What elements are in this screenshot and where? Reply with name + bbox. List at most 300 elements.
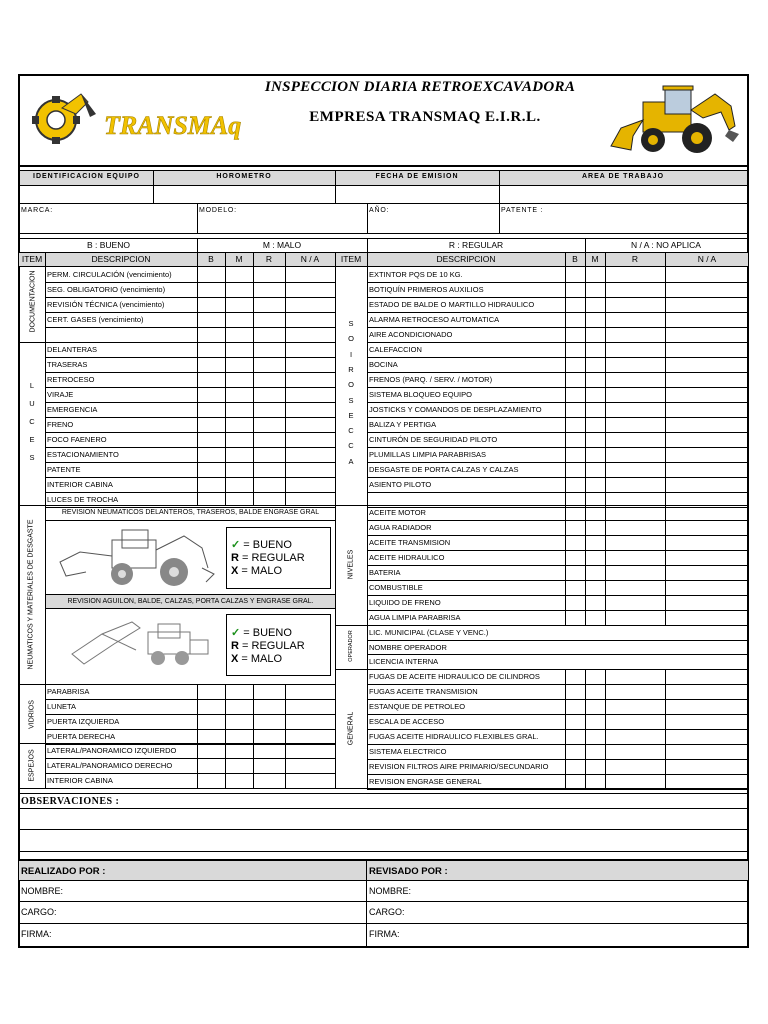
legend-regular: R : REGULAR [448,240,504,250]
luces-description: INTERIOR CABINA [47,480,113,489]
accesorios-m-checkbox[interactable] [586,448,604,461]
luces-b-checkbox[interactable] [198,433,224,446]
accesorios-na-checkbox[interactable] [666,493,746,506]
niveles-b-checkbox[interactable] [566,581,584,594]
accesorios-b-checkbox[interactable] [566,388,584,401]
accesorios-m-checkbox[interactable] [586,358,604,371]
general-b-checkbox[interactable] [566,760,584,773]
accesorios-letter: I [349,349,353,359]
observaciones-field[interactable] [20,809,747,850]
col-b-left: B [208,254,214,264]
general-b-checkbox[interactable] [566,670,584,683]
accesorios-na-checkbox[interactable] [666,283,746,296]
luces-b-checkbox[interactable] [198,388,224,401]
accesorios-r-checkbox[interactable] [606,388,664,401]
niveles-m-checkbox[interactable] [586,551,604,564]
niveles-b-checkbox[interactable] [566,596,584,609]
vidrios-b-checkbox[interactable] [198,700,224,713]
operador-value-checkbox[interactable] [566,655,746,668]
accesorios-m-checkbox[interactable] [586,433,604,446]
accesorios-r-checkbox[interactable] [606,478,664,491]
accesorios-m-checkbox[interactable] [586,328,604,341]
group-documentacion: DOCUMENTACION [29,270,37,333]
niveles-m-checkbox[interactable] [586,581,604,594]
accesorios-b-checkbox[interactable] [566,403,584,416]
neumaticos-section1-title: REVISION NEUMATICOS DELANTEROS, TRASEROS, BALDE ENGRASE GRAL [61,509,320,516]
check-icon: ✓ [231,539,241,551]
luces-m-checkbox[interactable] [226,388,252,401]
col-r-left: R [265,254,273,264]
accesorios-b-checkbox[interactable] [566,358,584,371]
documentacion-na-checkbox[interactable] [286,298,334,311]
luces-r-checkbox[interactable] [254,493,284,506]
general-na-checkbox[interactable] [666,730,746,743]
luces-description: TRASERAS [47,360,88,369]
accesorios-b-checkbox[interactable] [566,433,584,446]
accesorios-b-checkbox[interactable] [566,478,584,491]
group-vidrios: VIDRIOS [28,700,36,729]
documentacion-description: SEG. OBLIGATORIO (vencimiento) [47,285,166,294]
accesorios-na-checkbox[interactable] [666,418,746,431]
realizado-nombre-field[interactable] [70,881,364,900]
general-na-checkbox[interactable] [666,745,746,758]
luces-na-checkbox[interactable] [286,433,334,446]
accesorios-na-checkbox[interactable] [666,343,746,356]
accesorios-b-checkbox[interactable] [566,328,584,341]
realizado-cargo-field[interactable] [70,902,364,922]
general-m-checkbox[interactable] [586,745,604,758]
group-neumaticos: NEUMATICOS Y MATERIALES DE DESGASTE [27,519,35,670]
espejos-description: LATERAL/PANORAMICO DERECHO [47,761,173,770]
accesorios-description: SISTEMA BLOQUEO EQUIPO [369,390,472,399]
luces-letter: C [29,417,35,426]
documentacion-m-checkbox[interactable] [226,268,252,281]
accesorios-r-checkbox[interactable] [606,343,664,356]
vidrios-description: PUERTA IZQUIERDA [47,717,120,726]
general-m-checkbox[interactable] [586,775,604,788]
accesorios-b-checkbox[interactable] [566,418,584,431]
accesorios-description: ASIENTO PILOTO [369,480,432,489]
accesorios-na-checkbox[interactable] [666,298,746,311]
niveles-m-checkbox[interactable] [586,566,604,579]
luces-r-checkbox[interactable] [254,358,284,371]
general-m-checkbox[interactable] [586,715,604,728]
accesorios-r-checkbox[interactable] [606,373,664,386]
accesorios-b-checkbox[interactable] [566,463,584,476]
accesorios-na-checkbox[interactable] [666,403,746,416]
niveles-description: ACEITE TRANSMISION [369,538,451,547]
accesorios-r-checkbox[interactable] [606,463,664,476]
general-m-checkbox[interactable] [586,700,604,713]
general-m-checkbox[interactable] [586,670,604,683]
luces-na-checkbox[interactable] [286,478,334,491]
niveles-b-checkbox[interactable] [566,551,584,564]
niveles-b-checkbox[interactable] [566,536,584,549]
vidrios-r-checkbox[interactable] [254,685,284,698]
vidrios-na-checkbox[interactable] [286,730,334,743]
luces-na-checkbox[interactable] [286,493,334,506]
niveles-na-checkbox[interactable] [666,566,746,579]
general-m-checkbox[interactable] [586,685,604,698]
accesorios-b-checkbox[interactable] [566,448,584,461]
espejos-m-checkbox[interactable] [226,759,252,772]
luces-b-checkbox[interactable] [198,358,224,371]
niveles-na-checkbox[interactable] [666,581,746,594]
documentacion-b-checkbox[interactable] [198,328,224,341]
luces-m-checkbox[interactable] [226,493,252,506]
operador-value-checkbox[interactable] [566,626,746,639]
accesorios-description: ALARMA RETROCESO AUTOMATICA [369,315,500,324]
accesorios-b-checkbox[interactable] [566,493,584,506]
area-field[interactable] [500,186,746,202]
niveles-r-checkbox[interactable] [606,506,664,519]
documentacion-r-checkbox[interactable] [254,283,284,296]
luces-m-checkbox[interactable] [226,403,252,416]
general-m-checkbox[interactable] [586,760,604,773]
niveles-r-checkbox[interactable] [606,581,664,594]
col-m-right: M [591,254,599,264]
niveles-r-checkbox[interactable] [606,551,664,564]
luces-letter: U [29,399,35,408]
group-niveles: NIVELES [347,549,355,580]
general-description: FUGAS ACEITE TRANSMISION [369,687,478,696]
luces-b-checkbox[interactable] [198,373,224,386]
revisado-cargo-label: CARGO: [369,907,405,917]
vidrios-na-checkbox[interactable] [286,685,334,698]
general-r-checkbox[interactable] [606,685,664,698]
accesorios-na-checkbox[interactable] [666,328,746,341]
luces-b-checkbox[interactable] [198,418,224,431]
documentacion-na-checkbox[interactable] [286,328,334,341]
col-na-left: N / A [300,254,320,264]
accesorios-description: BOTIQUÍN PRIMEROS AUXILIOS [369,285,484,294]
accesorios-na-checkbox[interactable] [666,463,746,476]
revisado-cargo-field[interactable] [418,902,746,922]
vidrios-na-checkbox[interactable] [286,700,334,713]
espejos-b-checkbox[interactable] [198,744,224,757]
accesorios-na-checkbox[interactable] [666,478,746,491]
general-r-checkbox[interactable] [606,760,664,773]
general-r-checkbox[interactable] [606,745,664,758]
espejos-r-checkbox[interactable] [254,744,284,757]
vidrios-na-checkbox[interactable] [286,715,334,728]
patente-field[interactable] [500,216,746,232]
accesorios-r-checkbox[interactable] [606,448,664,461]
niveles-na-checkbox[interactable] [666,611,746,624]
vidrios-m-checkbox[interactable] [226,730,252,743]
luces-na-checkbox[interactable] [286,418,334,431]
luces-m-checkbox[interactable] [226,463,252,476]
general-na-checkbox[interactable] [666,700,746,713]
general-na-checkbox[interactable] [666,685,746,698]
documentacion-b-checkbox[interactable] [198,283,224,296]
espejos-na-checkbox[interactable] [286,774,334,787]
luces-m-checkbox[interactable] [226,358,252,371]
accesorios-m-checkbox[interactable] [586,298,604,311]
luces-r-checkbox[interactable] [254,448,284,461]
luces-r-checkbox[interactable] [254,463,284,476]
accesorios-m-checkbox[interactable] [586,373,604,386]
niveles-b-checkbox[interactable] [566,566,584,579]
niveles-r-checkbox[interactable] [606,566,664,579]
accesorios-m-checkbox[interactable] [586,388,604,401]
general-r-checkbox[interactable] [606,775,664,788]
accesorios-m-checkbox[interactable] [586,463,604,476]
documentacion-b-checkbox[interactable] [198,313,224,326]
vidrios-b-checkbox[interactable] [198,685,224,698]
vidrios-b-checkbox[interactable] [198,730,224,743]
documentacion-na-checkbox[interactable] [286,268,334,281]
niveles-description: LIQUIDO DE FRENO [369,598,441,607]
accesorios-m-checkbox[interactable] [586,283,604,296]
documentacion-r-checkbox[interactable] [254,313,284,326]
realizado-firma-field[interactable] [70,924,364,946]
accesorios-b-checkbox[interactable] [566,283,584,296]
luces-na-checkbox[interactable] [286,358,334,371]
accesorios-r-checkbox[interactable] [606,283,664,296]
documentacion-m-checkbox[interactable] [226,313,252,326]
luces-m-checkbox[interactable] [226,433,252,446]
documentacion-na-checkbox[interactable] [286,283,334,296]
general-r-checkbox[interactable] [606,730,664,743]
documentacion-description: REVISIÓN TÉCNICA (vencimiento) [47,300,165,309]
niveles-na-checkbox[interactable] [666,596,746,609]
documentacion-r-checkbox[interactable] [254,298,284,311]
general-description: FUGAS DE ACEITE HIDRAULICO DE CILINDROS [369,672,540,681]
general-m-checkbox[interactable] [586,730,604,743]
documentacion-na-checkbox[interactable] [286,313,334,326]
luces-letter: L [29,381,35,390]
accesorios-na-checkbox[interactable] [666,268,746,281]
realizado-cargo-label: CARGO: [21,907,57,917]
general-na-checkbox[interactable] [666,715,746,728]
accesorios-description: AIRE ACONDICIONADO [369,330,453,339]
niveles-r-checkbox[interactable] [606,536,664,549]
accesorios-na-checkbox[interactable] [666,448,746,461]
niveles-na-checkbox[interactable] [666,521,746,534]
general-na-checkbox[interactable] [666,775,746,788]
general-b-checkbox[interactable] [566,730,584,743]
logo-text: TRANSMAq [104,111,242,140]
niveles-r-checkbox[interactable] [606,611,664,624]
luces-na-checkbox[interactable] [286,403,334,416]
accesorios-na-checkbox[interactable] [666,388,746,401]
accesorios-m-checkbox[interactable] [586,418,604,431]
modelo-field[interactable] [198,216,366,232]
niveles-m-checkbox[interactable] [586,611,604,624]
vidrios-r-checkbox[interactable] [254,715,284,728]
realizado-nombre-label: NOMBRE: [21,886,64,896]
vidrios-r-checkbox[interactable] [254,700,284,713]
espejos-na-checkbox[interactable] [286,744,334,757]
documentacion-m-checkbox[interactable] [226,328,252,341]
neumaticos-section2-title: REVISION AGUILON, BALDE, CALZAS, PORTA CALZAS Y ENGRASE GRAL. [67,598,314,605]
revisado-firma-field[interactable] [418,924,746,946]
luces-description: LUCES DE TROCHA [47,495,119,504]
accesorios-b-checkbox[interactable] [566,268,584,281]
backhoe-image [603,80,743,160]
accesorios-m-checkbox[interactable] [586,403,604,416]
niveles-m-checkbox[interactable] [586,596,604,609]
accesorios-r-checkbox[interactable] [606,328,664,341]
vidrios-b-checkbox[interactable] [198,715,224,728]
vidrios-r-checkbox[interactable] [254,730,284,743]
accesorios-letter: A [348,456,354,466]
accesorios-m-checkbox[interactable] [586,478,604,491]
label-horometro: HOROMETRO [216,173,272,180]
niveles-r-checkbox[interactable] [606,596,664,609]
realizado-label: REALIZADO POR : [21,866,106,877]
general-b-checkbox[interactable] [566,700,584,713]
general-r-checkbox[interactable] [606,670,664,683]
espejos-m-checkbox[interactable] [226,774,252,787]
accesorios-m-checkbox[interactable] [586,343,604,356]
niveles-na-checkbox[interactable] [666,551,746,564]
luces-m-checkbox[interactable] [226,448,252,461]
niveles-b-checkbox[interactable] [566,506,584,519]
accesorios-na-checkbox[interactable] [666,433,746,446]
accesorios-description: JOSTICKS Y COMANDOS DE DESPLAZAMIENTO [369,405,542,414]
identificacion-field[interactable] [21,186,152,202]
luces-na-checkbox[interactable] [286,373,334,386]
col-item-left: ITEM [21,254,43,264]
espejos-r-checkbox[interactable] [254,774,284,787]
group-general: GENERAL [347,711,355,746]
luces-na-checkbox[interactable] [286,388,334,401]
revisado-nombre-field[interactable] [418,881,746,900]
accesorios-b-checkbox[interactable] [566,343,584,356]
marca-field[interactable] [21,216,196,232]
documentacion-r-checkbox[interactable] [254,328,284,341]
accesorios-r-checkbox[interactable] [606,433,664,446]
accesorios-m-checkbox[interactable] [586,493,604,506]
espejos-na-checkbox[interactable] [286,759,334,772]
espejos-r-checkbox[interactable] [254,759,284,772]
anio-field[interactable] [368,216,498,232]
accesorios-m-checkbox[interactable] [586,313,604,326]
general-description: ESCALA DE ACCESO [369,717,445,726]
luces-na-checkbox[interactable] [286,463,334,476]
company-logo [26,84,242,154]
label-anio: AÑO: [369,207,390,214]
luces-r-checkbox[interactable] [254,388,284,401]
luces-r-checkbox[interactable] [254,343,284,356]
accesorios-r-checkbox[interactable] [606,268,664,281]
legend-malo: M : MALO [262,240,302,250]
luces-r-checkbox[interactable] [254,433,284,446]
luces-description: PATENTE [47,465,81,474]
niveles-description: ACEITE HIDRAULICO [369,553,445,562]
luces-m-checkbox[interactable] [226,373,252,386]
accesorios-r-checkbox[interactable] [606,403,664,416]
niveles-m-checkbox[interactable] [586,536,604,549]
accesorios-b-checkbox[interactable] [566,373,584,386]
luces-m-checkbox[interactable] [226,343,252,356]
vidrios-m-checkbox[interactable] [226,715,252,728]
luces-r-checkbox[interactable] [254,403,284,416]
luces-na-checkbox[interactable] [286,448,334,461]
operador-value-checkbox[interactable] [566,641,746,654]
niveles-na-checkbox[interactable] [666,506,746,519]
accesorios-description: EXTINTOR PQS DE 10 KG. [369,270,463,279]
accesorios-b-checkbox[interactable] [566,313,584,326]
accesorios-letter: S [348,395,354,405]
luces-b-checkbox[interactable] [198,493,224,506]
horometro-field[interactable] [154,186,334,202]
accesorios-description: DESGASTE DE PORTA CALZAS Y CALZAS [369,465,519,474]
accesorios-r-checkbox[interactable] [606,418,664,431]
espejos-b-checkbox[interactable] [198,774,224,787]
niveles-na-checkbox[interactable] [666,536,746,549]
espejos-m-checkbox[interactable] [226,744,252,757]
luces-b-checkbox[interactable] [198,403,224,416]
operador-description: LIC. MUNICIPAL (CLASE Y VENC.) [369,628,489,637]
documentacion-b-checkbox[interactable] [198,268,224,281]
label-area: AREA DE TRABAJO [581,173,665,180]
niveles-m-checkbox[interactable] [586,506,604,519]
documentacion-m-checkbox[interactable] [226,298,252,311]
vidrios-m-checkbox[interactable] [226,700,252,713]
accesorios-r-checkbox[interactable] [606,298,664,311]
luces-m-checkbox[interactable] [226,418,252,431]
documentacion-r-checkbox[interactable] [254,268,284,281]
general-r-checkbox[interactable] [606,715,664,728]
luces-letter: S [29,453,35,462]
accesorios-r-checkbox[interactable] [606,493,664,506]
luces-b-checkbox[interactable] [198,478,224,491]
luces-b-checkbox[interactable] [198,463,224,476]
vidrios-description: PUERTA DERECHA [47,732,116,741]
luces-r-checkbox[interactable] [254,373,284,386]
accesorios-na-checkbox[interactable] [666,313,746,326]
accesorios-r-checkbox[interactable] [606,358,664,371]
luces-b-checkbox[interactable] [198,343,224,356]
luces-description: FOCO FAENERO [47,435,107,444]
luces-m-checkbox[interactable] [226,478,252,491]
luces-description: FRENO [47,420,74,429]
accesorios-na-checkbox[interactable] [666,373,746,386]
luces-r-checkbox[interactable] [254,418,284,431]
general-description: ESTANQUE DE PETROLEO [369,702,466,711]
documentacion-m-checkbox[interactable] [226,283,252,296]
general-b-checkbox[interactable] [566,685,584,698]
general-na-checkbox[interactable] [666,760,746,773]
accesorios-m-checkbox[interactable] [586,268,604,281]
documentacion-b-checkbox[interactable] [198,298,224,311]
general-b-checkbox[interactable] [566,715,584,728]
niveles-m-checkbox[interactable] [586,521,604,534]
company-name: EMPRESA TRANSMAQ E.I.R.L. [309,109,541,125]
luces-description: ESTACIONAMIENTO [47,450,119,459]
general-b-checkbox[interactable] [566,745,584,758]
luces-b-checkbox[interactable] [198,448,224,461]
luces-r-checkbox[interactable] [254,478,284,491]
accesorios-description: ESTADO DE BALDE O MARTILLO HIDRAULICO [369,300,535,309]
general-r-checkbox[interactable] [606,700,664,713]
accesorios-na-checkbox[interactable] [666,358,746,371]
accesorios-r-checkbox[interactable] [606,313,664,326]
general-b-checkbox[interactable] [566,775,584,788]
vidrios-m-checkbox[interactable] [226,685,252,698]
general-na-checkbox[interactable] [666,670,746,683]
espejos-b-checkbox[interactable] [198,759,224,772]
niveles-b-checkbox[interactable] [566,611,584,624]
niveles-b-checkbox[interactable] [566,521,584,534]
luces-na-checkbox[interactable] [286,343,334,356]
niveles-r-checkbox[interactable] [606,521,664,534]
fecha-field[interactable] [336,186,498,202]
accesorios-b-checkbox[interactable] [566,298,584,311]
